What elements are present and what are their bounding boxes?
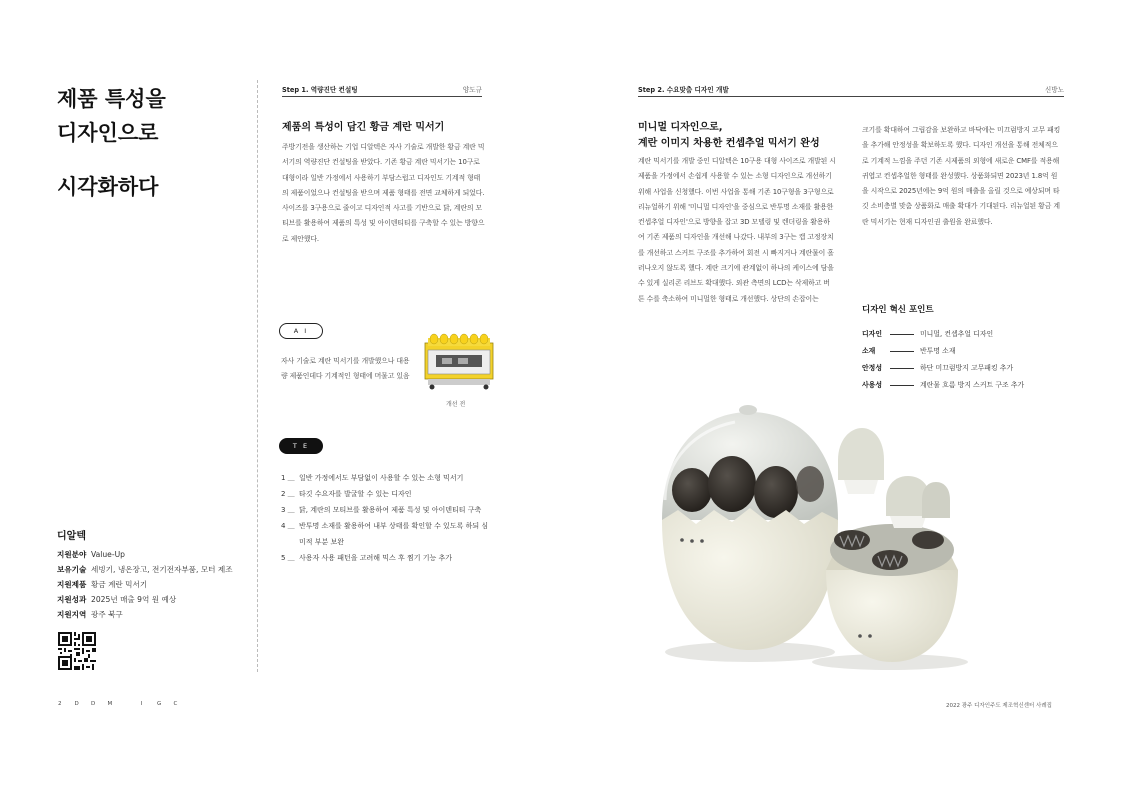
page-title-line: 제품 특성을 xyxy=(57,87,166,111)
point-row xyxy=(862,360,1024,377)
list-number: 4 ＿ xyxy=(281,522,295,530)
column-divider xyxy=(257,80,258,672)
point-row xyxy=(862,343,1024,360)
step1-header xyxy=(282,84,482,96)
list-item xyxy=(281,470,491,486)
product-render-image xyxy=(640,400,970,672)
info-row xyxy=(57,592,233,607)
list-item xyxy=(281,518,491,550)
step2-title-line: 미니멀 디자인으로, xyxy=(638,122,723,133)
point-value: 하단 미끄럼방지 고무패킹 추가 xyxy=(920,364,1014,372)
te-badge-label: T E xyxy=(292,442,310,450)
list-text: 사용자 사용 패턴을 고려해 믹스 후 찜기 기능 추가 xyxy=(299,554,453,562)
list-text: 일반 가정에서도 부담없이 사용할 수 있는 소형 믹서기 xyxy=(299,474,464,482)
footer-letter: D xyxy=(91,701,96,707)
ai-caption: 개선 전 xyxy=(446,401,466,408)
point-key: 소재 xyxy=(862,347,876,355)
info-row xyxy=(57,547,233,562)
company-info xyxy=(57,547,233,622)
old-product-image xyxy=(422,333,497,393)
info-key: 지원지역 xyxy=(57,610,87,619)
point-value: 미니멀, 컨셉추얼 디자인 xyxy=(920,330,994,338)
footer-publication: 2022 광주 디자인주도 제조혁신센터 사례집 xyxy=(946,703,1052,709)
list-text: 타깃 수요자를 발굴할 수 있는 디자인 xyxy=(299,490,412,498)
list-item xyxy=(281,486,491,502)
design-points xyxy=(862,326,1024,394)
list-item xyxy=(281,502,491,518)
list-number: 5 ＿ xyxy=(281,554,295,562)
step2-body-left: 계란 믹서기를 개발 중인 디알텍은 10구용 대형 사이즈로 개발된 시제품을 가정에서 손쉽게 사용할 수 있는 소형 디자인으로 개선하기 위해 사업을 신청했다. 이번 사업을 통해 기존 10구형을 3구형으로 리뉴얼하기 위해 '미니멀 디자인'을 중심으로 반투명 소재를 활용한 컨셉추얼 디자인'으로 방향을 잡고 3D 모델링 및 렌더링을 활용하여 기존 제품의 디자인을 개선해 나갔다. 내부의 3구는 캡 고정장치를 개선하고 스커트 구조를 추가하여 회전 시 빠지거나 계란물이 흘러나오지 않도록 했다. 계란 크기에 관계없이 하나의 케이스에 담을 수 있게 실리콘 리브도 확대했다. 외관 측면의 LCD는 삭제하고 버튼 수를 축소하여 미니멀한 형태로 개선했다. 상단의 손잡이는 xyxy=(638,157,836,303)
footer-letter: G xyxy=(157,701,162,707)
footer-letter: D xyxy=(74,701,79,707)
point-row xyxy=(862,377,1024,394)
list-item xyxy=(281,550,491,566)
point-key: 사용성 xyxy=(862,381,882,389)
info-key: 보유기술 xyxy=(57,565,87,574)
ai-badge-label: A I xyxy=(293,327,309,335)
points-title: 디자인 혁신 포인트 xyxy=(862,305,934,315)
footer-letter xyxy=(124,701,141,707)
list-text: 닭, 계란의 모티브를 활용하여 제품 특성 및 아이덴티티 구축 xyxy=(299,506,482,514)
te-badge xyxy=(279,438,323,454)
info-row xyxy=(57,577,233,592)
page-title xyxy=(57,82,166,204)
info-row xyxy=(57,607,233,622)
footer-letter: 2 xyxy=(58,701,62,707)
page-title-line: 디자인으로 xyxy=(57,121,159,145)
list-text: 반투명 소재를 활용하여 내부 상태를 확인할 수 있도록 하되 심미적 부분 보완 xyxy=(299,522,489,546)
te-list xyxy=(281,470,491,566)
info-key: 지원성과 xyxy=(57,595,87,604)
step2-title xyxy=(638,120,820,152)
info-value: 광주 북구 xyxy=(91,610,123,619)
list-number: 2 ＿ xyxy=(281,490,295,498)
footer-letter: I xyxy=(140,701,143,707)
point-row xyxy=(862,326,1024,343)
step1-consultant: 양도규 xyxy=(462,86,482,94)
footer-letter: M xyxy=(107,701,113,707)
qr-code-icon[interactable] xyxy=(58,632,96,670)
footer-letter: C xyxy=(173,701,178,707)
list-number: 1 ＿ xyxy=(281,474,295,482)
info-value: 세빙기, 냉온장고, 전기전자부품, 모터 제조 xyxy=(91,565,233,574)
step2-body-right: 크기를 확대하여 그립감을 보완하고 바닥에는 미끄럼방지 고무 패킹을 추가해 안정성을 확보하도록 했다. 디자인 개선을 통해 전체적으로 기계적 느낌을 주던 기존 시제품의 외형에 새로운 CMF를 적용해 귀엽고 컨셉추얼한 형태를 완성했다. 상품화되면 2023년 1.8억 원을 시작으로 2025년에는 9억 원의 매출을 올릴 것으로 예상되며 타깃 소비층별 맞춤 상품화로 매출 확대가 기대된다. 리뉴얼된 황금 계란 믹서기는 현재 디자인권 출원을 완료했다. xyxy=(862,126,1061,226)
step1-label: Step 1. 역량진단 컨설팅 xyxy=(282,86,358,94)
info-key: 지원제품 xyxy=(57,580,87,589)
step2-label: Step 2. 수요맞춤 디자인 개발 xyxy=(638,86,729,94)
ai-badge xyxy=(279,323,323,339)
point-key: 안정성 xyxy=(862,364,882,372)
ai-text: 자사 기술로 계란 믹서기를 개발했으나 대용량 제품인데다 기계적인 형태에 머물고 있음 xyxy=(281,357,410,381)
step2-consultant: 신방노 xyxy=(1044,86,1064,94)
info-value: 황금 계란 믹서기 xyxy=(91,580,148,589)
step2-title-line: 계란 이미지 차용한 컨셉추얼 믹서기 완성 xyxy=(638,138,820,149)
step2-header xyxy=(638,84,1064,96)
page-title-line: 시각화하다 xyxy=(57,175,159,199)
point-key: 디자인 xyxy=(862,330,882,338)
step1-body: 주방기전을 생산하는 기업 디알텍은 자사 기술로 개발한 황금 계란 믹서기의 역량진단 컨설팅을 받았다. 기존 황금 계란 믹서기는 10구로 대형이라 일반 가정에서 사용하기 부담스럽고 디자인도 기계적 형태의 제품이었으나 컨설팅을 받으며 제품 형태를 전면 교체하게 되었다. 사이즈를 3구용으로 줄이고 디자인적 사고를 기반으로 닭, 계란의 모티브를 활용하여 제품의 특성 및 아이덴티티를 구축할 수 있는 방향으로 제안했다. xyxy=(282,143,485,243)
info-value: 2025년 매출 9억 원 예상 xyxy=(91,595,177,604)
info-key: 지원분야 xyxy=(57,550,87,559)
step2-rule xyxy=(638,96,1064,97)
point-value: 계란물 흐름 방지 스커트 구조 추가 xyxy=(920,381,1025,389)
point-value: 반투명 소재 xyxy=(920,347,956,355)
company-name: 디알텍 xyxy=(57,531,86,542)
info-value: Value-Up xyxy=(91,550,125,559)
step1-title: 제품의 특성이 담긴 황금 계란 믹서기 xyxy=(282,122,445,133)
info-row xyxy=(57,562,233,577)
list-number: 3 ＿ xyxy=(281,506,295,514)
step1-rule xyxy=(282,96,482,97)
footer-brand xyxy=(58,701,190,707)
